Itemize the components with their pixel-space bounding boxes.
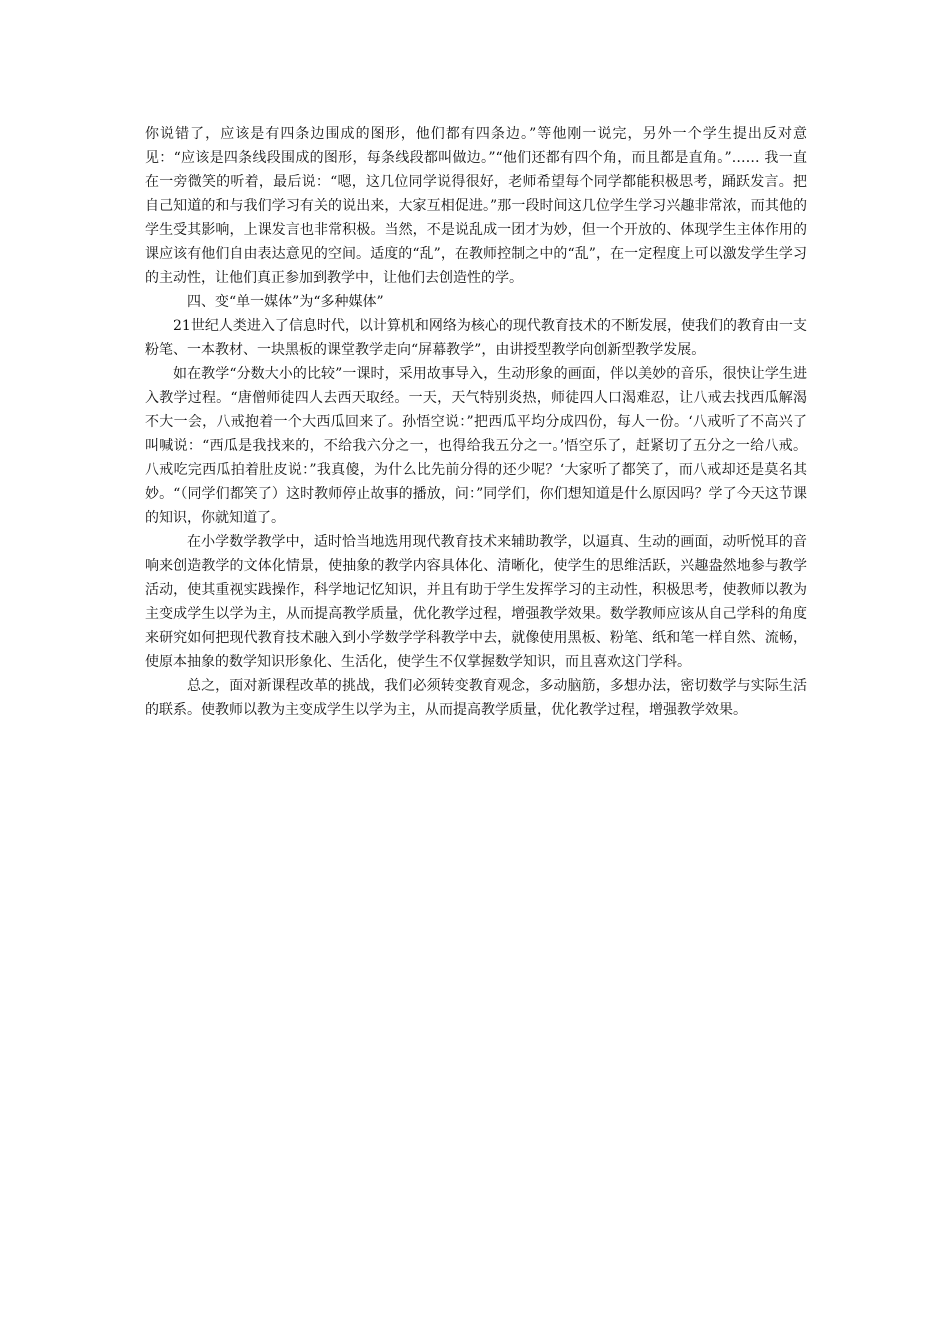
paragraph-conclusion: 总之，面对新课程改革的挑战，我们必须转变教育观念，多动脑筋，多想办法，密切数学与实际生活的联系。使教师以教为主变成学生以学为主，从而提高教学质量，优化教学过程，增强教学效果。 xyxy=(145,678,807,718)
document-page xyxy=(145,122,807,722)
section-heading-four: 四、变“单一媒体”为“多种媒体” xyxy=(187,294,384,310)
paragraph-continuation: 你说错了，应该是有四条边围成的图形，他们都有四条边。”等他刚一说完，另外一个学生提出反对意见：“应该是四条线段围成的图形，每条线段都叫做边。”“他们还都有四个角，而且都是直角。”…… 我一直在一旁微笑的听着，最后说：“嗯，这几位同学说得很好，老师希望每个同学都能积极思考，踊跃发言。把自己知道的和与我们学习有关的说出来，大家互相促进。”那一段时间这几位学生学习兴趣非常浓，而其他的学生受其影响，上课发言也非常积极。当然，不是说乱成一团才为妙，但一个开放的、体现学生主体作用的课应该有他们自由表达意见的空间。适度的“乱”，在教师控制之中的“乱”，在一定程度上可以激发学生学习的主动性，让他们真正参加到教学中，让他们去创造性的学。 xyxy=(145,126,807,286)
paragraph-story-example: 如在教学“分数大小的比较”一课时，采用故事导入，生动形象的画面，伴以美妙的音乐，很快让学生进入教学过程。“唐僧师徒四人去西天取经。一天，天气特别炎热，师徒四人口渴难忍，让八戒去找西瓜解渴不大一会，八戒抱着一个大西瓜回来了。孙悟空说：”把西瓜平均分成四份，每人一份。‘八戒听了不高兴了叫喊说：“西瓜是我找来的，不给我六分之一，也得给我五分之一。’悟空乐了，赶紧切了五分之一给八戒。八戒吃完西瓜拍着肚皮说：”我真傻，为什么比先前分得的还少呢？‘大家听了都笑了，而八戒却还是莫名其妙。“（同学们都笑了）这时教师停止故事的播放，问：”同学们，你们想知道是什么原因吗？学了今天这节课的知识，你就知道了。 xyxy=(145,366,807,526)
paragraph-modern-technology: 在小学数学教学中，适时恰当地选用现代教育技术来辅助教学，以逼真、生动的画面，动听悦耳的音响来创造教学的文体化情景，使抽象的教学内容具体化、清晰化，使学生的思维活跃，兴趣盎然地参与教学活动，使其重视实践操作，科学地记忆知识，并且有助于学生发挥学习的主动性，积极思考，使教师以教为主变成学生以学为主，从而提高教学质量，优化教学过程，增强教学效果。数学教师应该从自己学科的角度来研究如何把现代教育技术融入到小学数学学科教学中去，就像使用黑板、粉笔、纸和笔一样自然、流畅，使原本抽象的数学知识形象化、生活化，使学生不仅掌握数学知识，而且喜欢这门学科。 xyxy=(145,534,807,670)
paragraph-information-age: 21世纪人类进入了信息时代，以计算机和网络为核心的现代教育技术的不断发展，使我们的教育由一支粉笔、一本教材、一块黑板的课堂教学走向“屏幕教学”，由讲授型教学向创新型教学发展。 xyxy=(145,318,807,358)
